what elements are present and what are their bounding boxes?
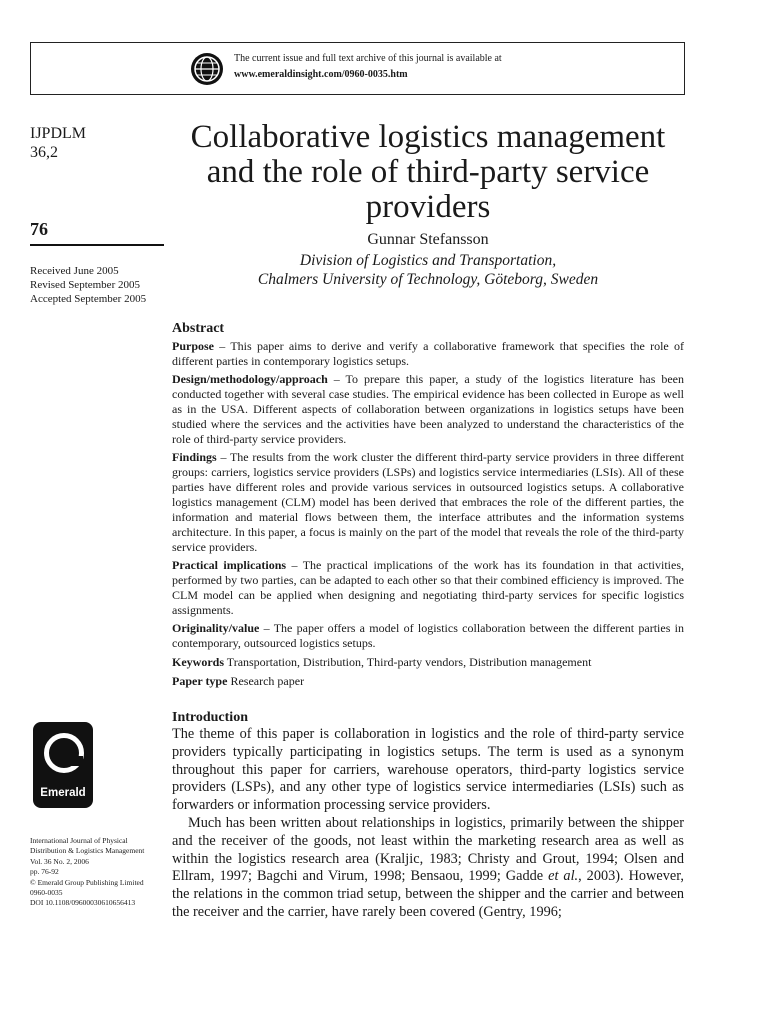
papertype-label: Paper type (172, 674, 228, 688)
citation-block (30, 836, 170, 909)
papertype-text: Research paper (227, 674, 305, 688)
journal-info (30, 124, 86, 162)
introduction-section (172, 709, 684, 922)
divider (30, 244, 164, 246)
citation-line: International Journal of Physical (30, 836, 128, 845)
citation-line: 0960-0035 (30, 888, 63, 898)
citation-line: Distribution & Logistics Management (30, 846, 145, 856)
revised-date: Revised September 2005 (30, 279, 140, 291)
accepted-date: Accepted September 2005 (30, 293, 147, 305)
practical-label: Practical implications (172, 558, 287, 572)
abstract-practical (172, 558, 684, 618)
banner-text: The current issue and full text archive of this journal is available at (234, 53, 502, 64)
et-al-text: et al. (548, 868, 579, 885)
journal-abbreviation: IJPDLM (30, 125, 87, 142)
journal-url-link[interactable]: www.emeraldinsight.com/0960-0035.htm (234, 69, 408, 80)
abstract-section (172, 321, 684, 692)
journal-access-banner (30, 42, 685, 95)
paragraph-text: Much has been written about relationships in logistics, primarily between the shipper and the receiver of the goods, not least within the marketing research area as well as within the logistics research area (Kraljic, 1983; Christy and Grout, 1994; Olsen and Ellram, 1997; Bagchi and Virum, 1998; Bensaou, 1999; Gadde (172, 814, 684, 885)
citation-line: pp. 76-92 (30, 867, 59, 877)
citation-line: Vol. 36 No. 2, 2006 (30, 856, 89, 866)
findings-text: – The results from the work cluster the different third-party service providers in three different groups: carriers, logistics service providers (LSPs) and logistics service intermediaries (LSIs). All of these parties have different roles and provide various services in outsourced logistics setups. A collaborative logistics management (CLM) model has been derived that embraces the role of the different parties, the information and material flows between them, the interface attributes and the information systems architecture. In this paper, a focus is mainly on the part of the model that reveals the role of the third-party service providers. (172, 450, 684, 554)
abstract-originality (172, 621, 684, 651)
emerald-ring-icon (44, 733, 84, 773)
affiliation-line-2: Chalmers University of Technology, Göteborg, Sweden (257, 271, 599, 288)
logo-label: Emerald (40, 787, 86, 799)
purpose-text: – This paper aims to derive and verify a collaborative framework that specifies the role of different parties in contemporary logistics setups. (172, 339, 684, 368)
abstract-design (172, 372, 684, 447)
findings-label: Findings (172, 450, 217, 464)
author-affiliation (172, 251, 684, 289)
paragraph-text: , 2003). However, the relations in the common triad setup, between the shipper and the carrier and between the receiver and the carrier, have rarely been covered (Gentry, 1996; (172, 868, 684, 920)
introduction-paragraph-2 (172, 815, 684, 922)
practical-text: – The practical implications of the work has its foundation in that activities, performed by two parties, can be adapted to each other so that their combined efficiency is improved. The CLM model can be applied when designing and negotiating third-party services for specific logistics assignments. (172, 558, 684, 617)
purpose-label: Purpose (172, 339, 214, 353)
globe-icon (191, 53, 223, 85)
keywords-text: Transportation, Distribution, Third-party vendors, Distribution management (224, 655, 592, 669)
keywords-label: Keywords (172, 655, 224, 669)
author-name: Gunnar Stefansson (367, 231, 489, 248)
received-date: Received June 2005 (30, 265, 119, 277)
affiliation-line-1: Division of Logistics and Transportation, (299, 252, 557, 269)
introduction-heading: Introduction (172, 710, 248, 725)
paper-title: Collaborative logistics management and the role of third-party service providers (190, 119, 666, 225)
originality-text: – The paper offers a model of logistics collaboration between the different parties in contemporary, outsourced logistics setups. (172, 621, 684, 650)
introduction-paragraph-1: The theme of this paper is collaboration in logistics and the role of third-party service providers typically participating in logistics setups. The term is used as a synonym throughout this paper for carriers, warehouse operators, third-party logistics service providers (LSPs), and any other type of logistics service intermediaries (LSIs) such as forwarders or information processing service providers. (172, 726, 684, 814)
originality-label: Originality/value (172, 621, 260, 635)
citation-line: © Emerald Group Publishing Limited (30, 877, 144, 887)
abstract-keywords (172, 655, 684, 670)
abstract-findings (172, 450, 684, 555)
page-number: 76 (30, 219, 48, 239)
abstract-paper-type (172, 674, 684, 689)
abstract-purpose (172, 339, 684, 369)
abstract-heading: Abstract (172, 321, 225, 336)
design-text: – To prepare this paper, a study of the logistics literature has been conducted together with several case studies. The empirical evidence has been collected in Europe as well as in the USA. Different aspects of collaboration between organizations in logistics setups have been studied where the services and the activities have been analyzed to understand the characteristics of the role of third-party service providers. (172, 372, 684, 446)
citation-line: DOI 10.1108/09600030610656413 (30, 898, 136, 908)
journal-volume: 36,2 (30, 144, 58, 161)
submission-dates (30, 264, 146, 306)
emerald-logo (33, 722, 93, 808)
design-label: Design/methodology/approach (172, 372, 328, 386)
